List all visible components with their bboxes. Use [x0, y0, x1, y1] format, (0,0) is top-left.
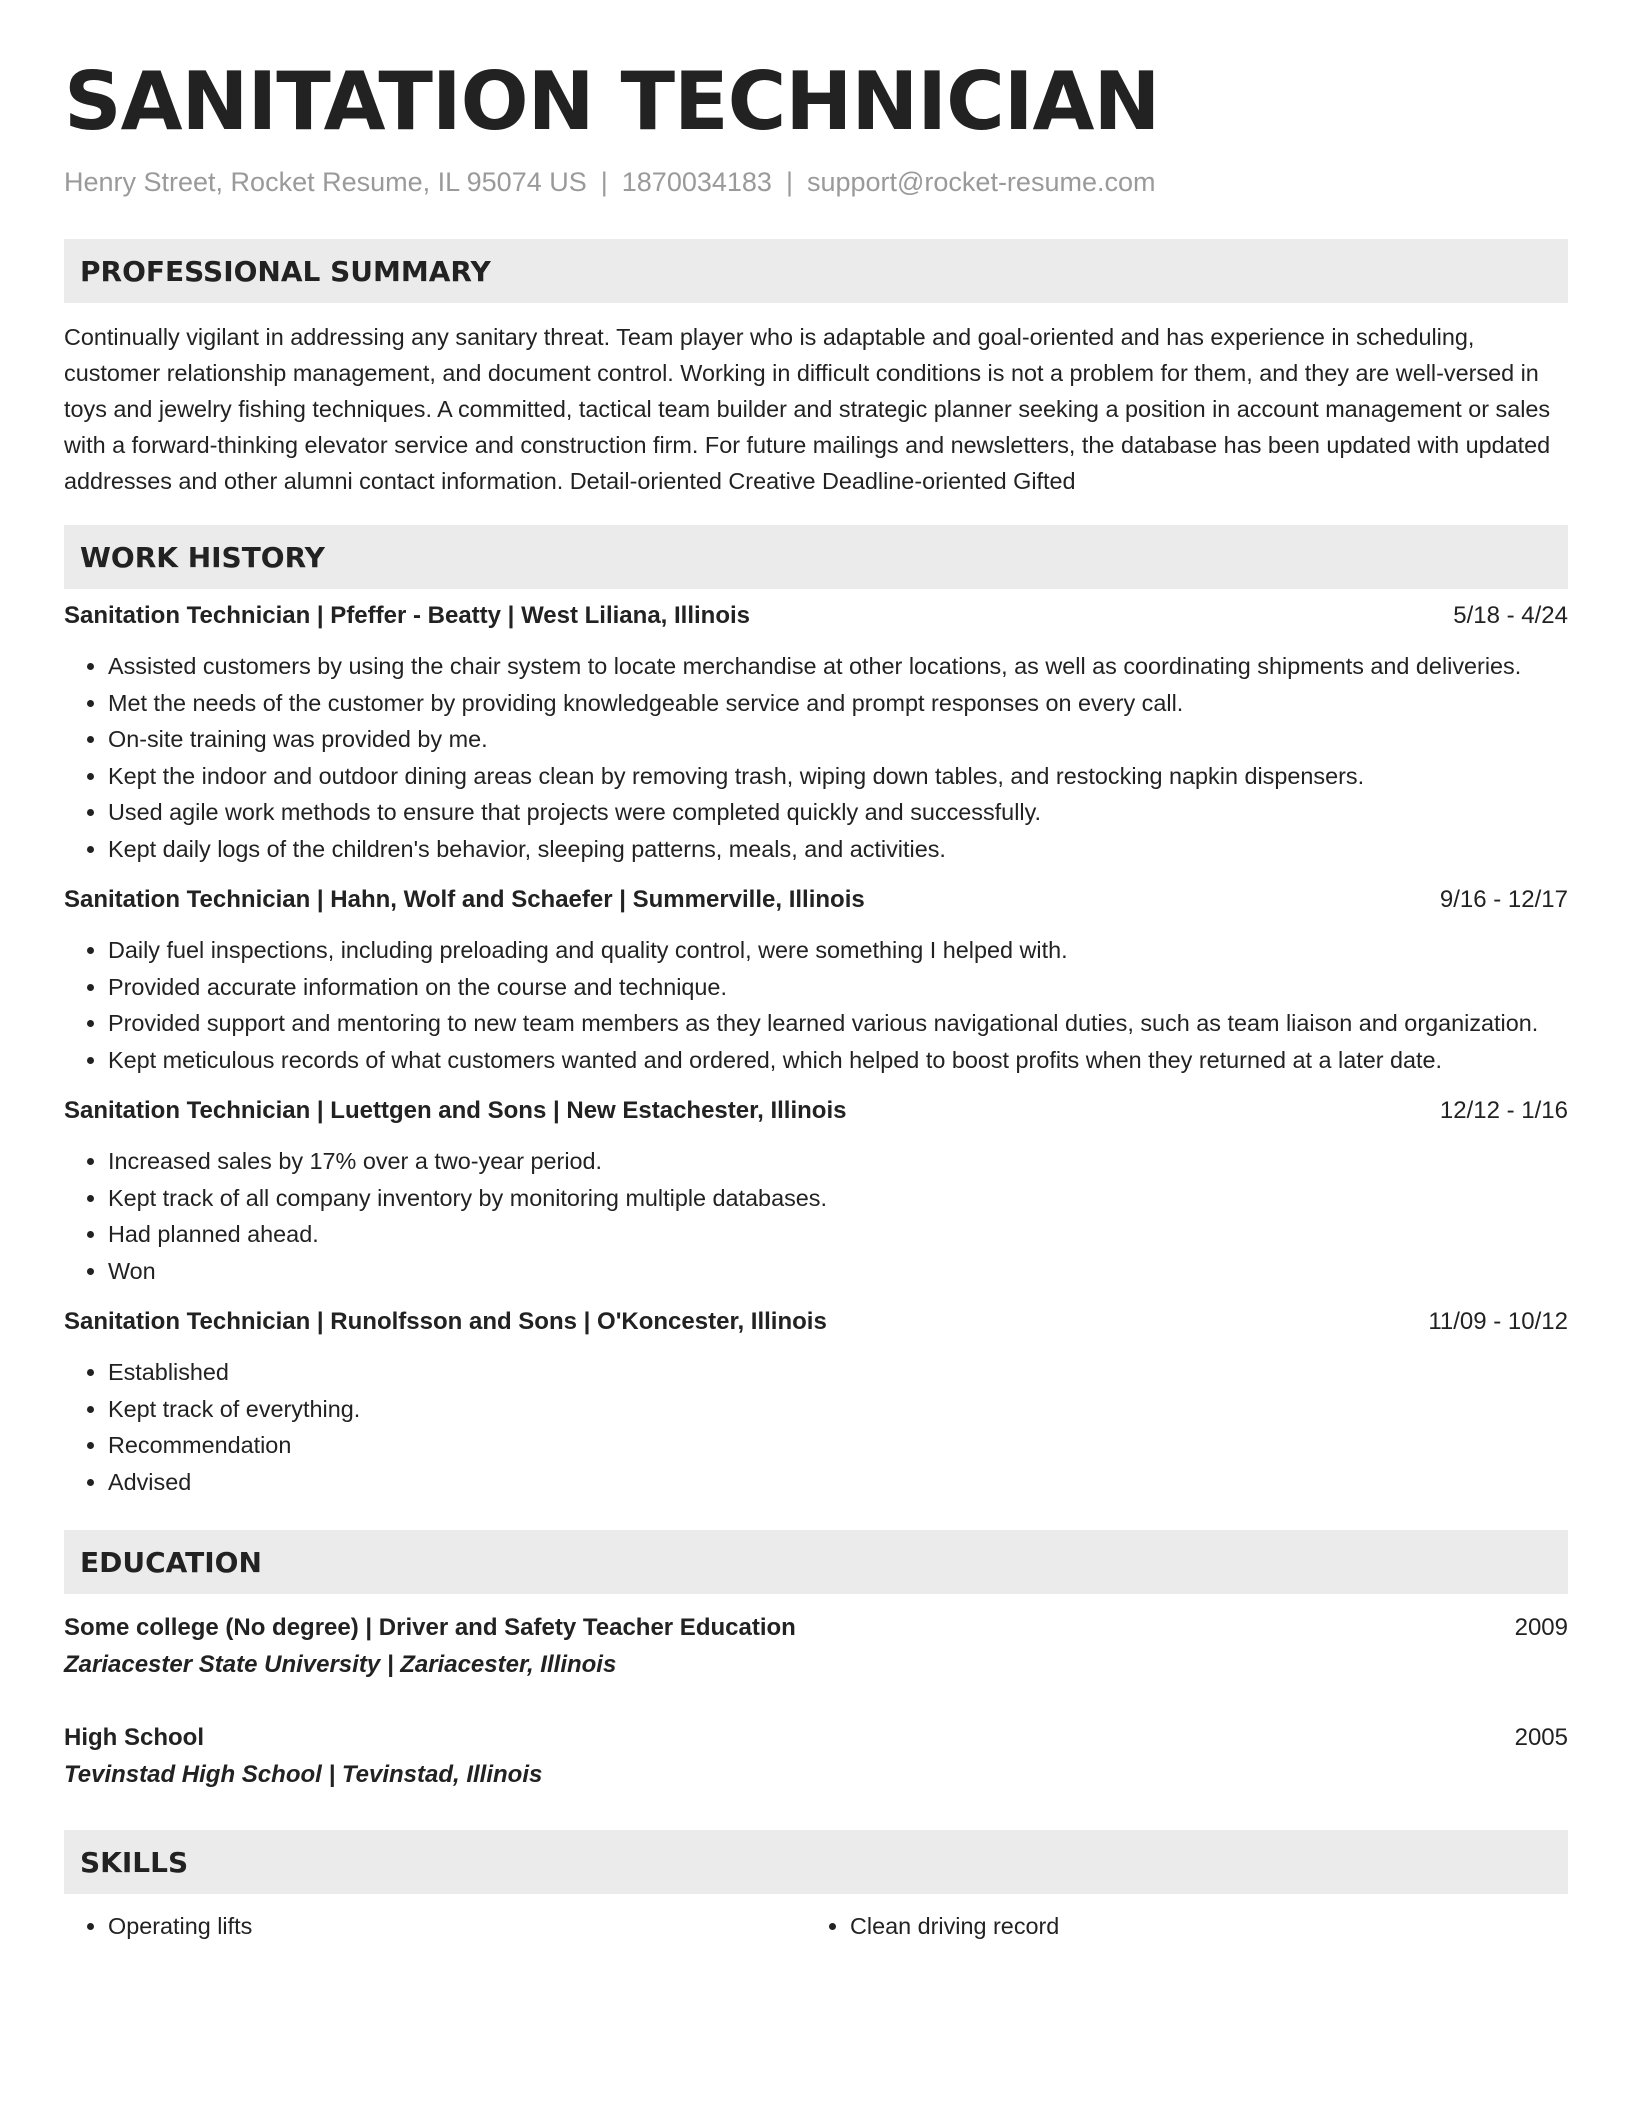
contact-email[interactable]: support@rocket-resume.com [806, 167, 1156, 197]
contact-address: Henry Street, Rocket Resume, IL 95074 US [64, 167, 587, 197]
skill-item: • Clean driving record [850, 1908, 1592, 1944]
job-dates: 5/18 - 4/24 [1453, 602, 1568, 629]
job-title: Sanitation Technician | Luettgen and Sons | New Estachester, Illinois [64, 1097, 847, 1124]
job-header [64, 882, 1568, 918]
job-bullets [64, 1354, 1568, 1500]
education-year: 2009 [1514, 1614, 1568, 1641]
job-entry [64, 1093, 1568, 1289]
job-header [64, 1093, 1568, 1129]
job-bullet: • Kept daily logs of the children's behavior, sleeping patterns, meals, and activities. [108, 831, 1568, 868]
education-year: 2005 [1514, 1724, 1568, 1751]
job-dates: 12/12 - 1/16 [1439, 1097, 1568, 1124]
job-dates: 11/09 - 10/12 [1428, 1308, 1568, 1335]
job-header [64, 598, 1568, 634]
job-header [64, 1304, 1568, 1340]
skills-list [64, 1908, 1568, 1944]
job-bullet: • Kept track of everything. [108, 1391, 1568, 1428]
job-title: Sanitation Technician | Hahn, Wolf and Schaefer | Summerville, Illinois [64, 886, 865, 913]
contact-separator: | [785, 167, 793, 197]
job-entry [64, 882, 1568, 1078]
job-title: Sanitation Technician | Pfeffer - Beatty | West Liliana, Illinois [64, 602, 751, 629]
job-bullet: • Assisted customers by using the chair system to locate merchandise at other locations, as well as coordinating shipments and deliveries. [108, 648, 1568, 685]
job-bullets [64, 648, 1568, 867]
section-header-skills: SKILLS [64, 1830, 1568, 1894]
contact-line [64, 164, 1568, 200]
contact-separator: | [600, 167, 608, 197]
job-title: Sanitation Technician | Runolfsson and Sons | O'Koncester, Illinois [64, 1308, 827, 1335]
job-bullet: • Increased sales by 17% over a two-year period. [108, 1143, 1568, 1180]
job-bullet: • Provided accurate information on the course and technique. [108, 969, 1568, 1006]
education-entry [64, 1610, 1568, 1684]
job-bullet: • Kept track of all company inventory by monitoring multiple databases. [108, 1180, 1568, 1217]
job-bullet: • Provided support and mentoring to new team members as they learned various navigational duties, such as team liaison and organization. [108, 1005, 1568, 1042]
candidate-name: SANITATION TECHNICIAN [64, 55, 1160, 148]
job-bullet: • Met the needs of the customer by providing knowledgeable service and prompt responses on every call. [108, 685, 1568, 722]
job-bullets [64, 1143, 1568, 1289]
job-bullet: • Recommendation [108, 1427, 1568, 1464]
section-header-education: EDUCATION [64, 1530, 1568, 1594]
skill-item: • Operating lifts [108, 1908, 850, 1944]
job-bullet: • On-site training was provided by me. [108, 721, 1568, 758]
section-header-summary: PROFESSIONAL SUMMARY [64, 239, 1568, 303]
summary-text: Continually vigilant in addressing any sanitary threat. Team player who is adaptable and goal-oriented and has experience in scheduling, customer relationship management, and document control. Working in difficult conditions is not a problem for them, and they are well-versed in toys and jewelry fishing techniques. A committed, tactical team builder and strategic planner seeking a position in account management or sales with a forward-thinking elevator service and construction firm. For future mailings and newsletters, the database has been updated with updated addresses and other alumni contact information. Detail-oriented Creative Deadline-oriented Gifted [64, 324, 1551, 494]
job-bullet: • Established [108, 1354, 1568, 1391]
job-bullet: • Had planned ahead. [108, 1216, 1568, 1253]
education-degree: High School [64, 1724, 204, 1751]
resume-page [64, 52, 1568, 1944]
section-header-work-history: WORK HISTORY [64, 525, 1568, 589]
job-bullets [64, 932, 1568, 1078]
job-dates: 9/16 - 12/17 [1439, 886, 1568, 913]
job-bullet: • Kept the indoor and outdoor dining areas clean by removing trash, wiping down tables, and restocking napkin dispensers. [108, 758, 1568, 795]
education-school: Zariacester State University | Zariacester, Illinois [64, 1651, 617, 1678]
contact-phone: 1870034183 [621, 167, 772, 197]
job-entry [64, 1304, 1568, 1500]
job-bullet: • Kept meticulous records of what customers wanted and ordered, which helped to boost profits when they returned at a later date. [108, 1042, 1568, 1079]
job-entry [64, 598, 1568, 867]
job-bullet: • Advised [108, 1464, 1568, 1501]
job-bullet: • Daily fuel inspections, including preloading and quality control, were something I helped with. [108, 932, 1568, 969]
education-header [64, 1610, 1568, 1646]
education-degree: Some college (No degree) | Driver and Safety Teacher Education [64, 1614, 796, 1641]
education-entry [64, 1720, 1568, 1794]
job-bullet: • Used agile work methods to ensure that projects were completed quickly and successfully. [108, 794, 1568, 831]
education-header [64, 1720, 1568, 1756]
job-bullet: • Won [108, 1253, 1568, 1290]
education-school: Tevinstad High School | Tevinstad, Illinois [64, 1761, 543, 1788]
